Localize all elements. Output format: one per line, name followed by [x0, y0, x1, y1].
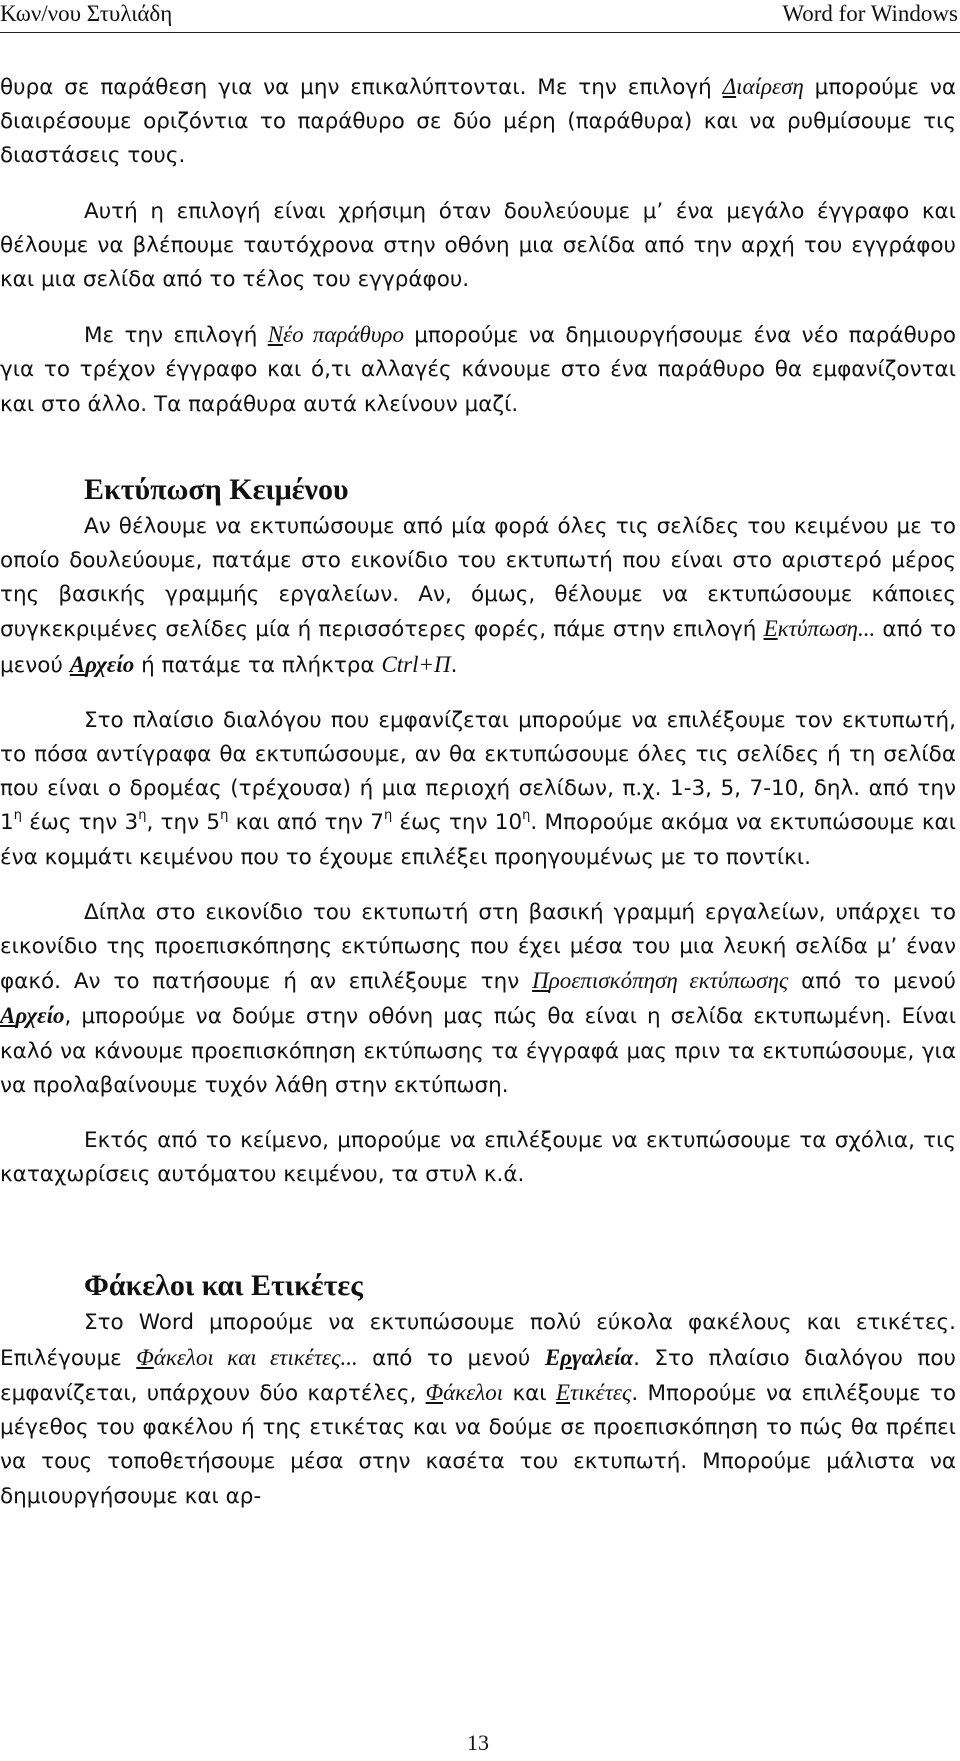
text-run: έως την 10	[392, 810, 523, 836]
paragraph	[0, 896, 956, 1103]
text-run: . Μπορούμε να επιλέξουμε το μέγεθος του φακέλου ή της ετικέτας και να δούμε σε προεπισκόπηση το πώς θα πρέπει να τους τοποθετήσουμε μέσα στην κασέτα του εκτυπωτή. Μπορούμε μάλιστα να δημιουργήσουμε και αρ-	[0, 1380, 956, 1509]
text-run: μπορούμε να διαιρέσουμε οριζόντια το παράθυρο σε δύο μέρη (παράθυρα) και να ρυθμίσουμε τις διαστάσεις τους.	[0, 75, 957, 169]
text-run: Δίπλα στο εικονίδιο του εκτυπωτή στη βασική γραμμή εργαλείων, υπάρχει το εικονίδιο της προεπισκόπησης εκτύπωσης που έχει μέσα του μια λευκή σελίδα μ’ έναν φακό. Αν το πατήσουμε ή αν επιλέξουμε την	[0, 899, 956, 995]
hotkey-letter: Φ	[136, 1344, 154, 1370]
header-author: Κων/νου Στυλιάδη	[0, 1, 173, 26]
text-run: .	[450, 652, 458, 678]
superscript: η	[138, 808, 147, 824]
menu-label: ρχείο	[85, 651, 135, 677]
paragraph	[0, 318, 956, 422]
paragraph	[0, 1306, 956, 1513]
menu-option-fakeloi-etiketes	[136, 1345, 357, 1370]
text-run: από το μενού	[357, 1345, 545, 1371]
option-label: κτύπωση...	[777, 616, 876, 642]
menu-option-neo-parathyro	[268, 322, 404, 347]
page-number: 13	[467, 1730, 489, 1755]
section-heading-envelopes-labels: Φάκελοι και Ετικέτες	[84, 1269, 363, 1303]
option-label: ροεπισκόπηση εκτύπωσης	[548, 968, 789, 994]
page-header	[0, 0, 960, 33]
text-run: έως την 3	[21, 810, 139, 836]
header-title: Word for Windows	[782, 1, 958, 26]
text-run: ή πατάμε τα πλήκτρα	[134, 652, 382, 678]
hotkey-letter: Α	[0, 1003, 16, 1029]
tab-name-fakeloi	[426, 1380, 504, 1405]
option-label: έο παράθυρο	[283, 322, 404, 348]
hotkey-letter: ρ	[560, 1344, 573, 1370]
text-run: Αν θέλουμε να εκτυπώσουμε από μία φορά όλες τις σελίδες του κειμένου με το οποίο δουλεύουμε, πατάμε στο εικονίδιο του εκτυπωτή που είναι στο αριστερό μέρος της βασικής γραμμής εργαλείων. Αν, όμως, θέλουμε να εκτυπώσουμε κάποιες συγκεκριμένες σελίδες μία ή περισσότερες φορές, πάμε στην επιλογή	[0, 513, 956, 643]
tab-label: τικέτες	[569, 1379, 632, 1405]
menu-label: ρχείο	[15, 1003, 65, 1029]
keyboard-shortcut: Ctrl+Π	[381, 651, 451, 677]
superscript: η	[220, 808, 229, 824]
paragraph: Αυτή η επιλογή είναι χρήσιμη όταν δουλεύουμε μ’ ένα μεγάλο έγγραφο και θέλουμε να βλέπουμε ταυτόχρονα στην οθόνη μια σελίδα από την αρχή του εγγράφου και μια σελίδα από το τέλος του εγγράφου.	[0, 198, 956, 293]
menu-label: Ε	[544, 1344, 561, 1370]
menu-option-proepiskopisi	[532, 968, 788, 993]
text-run: θυρα σε παράθεση για να μην επικαλύπτονται. Με την επιλογή	[0, 75, 723, 100]
hotkey-letter: Ε	[555, 1379, 570, 1405]
menu-option-ektyposi	[764, 616, 876, 641]
text-run: Στο Word μπορούμε να εκτυπώσουμε πολύ εύκολα φακέλους και ετικέτες. Επιλέγουμε	[0, 1310, 956, 1371]
superscript: η	[522, 808, 531, 824]
menu-name-ergaleia	[545, 1345, 633, 1370]
hotkey-letter: Ν	[267, 322, 284, 348]
text-run: και από την 7	[228, 810, 384, 836]
text-run: από το μενού	[788, 969, 957, 995]
tab-label: άκελοι	[443, 1379, 504, 1405]
paragraph: Εκτός από το κείμενο, μπορούμε να επιλέξουμε να εκτυπώσουμε τα σχόλια, τις καταχωρίσεις αυτόματου κειμένου, τα στυλ κ.ά.	[0, 1128, 956, 1188]
hotkey-letter: Δ	[722, 74, 737, 99]
option-label: ιαίρεση	[736, 74, 804, 99]
menu-name-arxeio	[0, 1003, 65, 1028]
paragraph	[0, 510, 956, 683]
text-run: μπορούμε να δημιουργήσουμε ένα νέο παράθυρο για το τρέχον έγγραφο και ό,τι αλλαγές κάνουμε στο ένα παράθυρο θα εμφανίζονται και στο άλλο. Τα παράθυρα αυτά κλείνουν μαζί.	[0, 323, 957, 417]
text-run: , μπορούμε να δούμε στην οθόνη μας πώς θα είναι η σελίδα εκτυπωμένη. Είναι καλό να κάνουμε προεπισκόπηση εκτύπωσης τα έγγραφά μας πριν τα εκτυπώσουμε, για να προλαβαίνουμε τυχόν λάθη στην εκτύπωση.	[0, 1004, 956, 1098]
option-label: άκελοι και ετικέτες...	[153, 1344, 358, 1370]
menu-label: γαλεία	[572, 1344, 634, 1370]
text-run: , την 5	[146, 810, 221, 836]
hotkey-letter: Α	[69, 651, 86, 677]
text-run: . Μπορούμε ακόμα να εκτυπώσουμε και ένα κομμάτι κειμένου που το έχουμε επιλέξει προηγουμένως με το ποντίκι.	[0, 810, 956, 870]
text-run: . Στο πλαίσιο διαλόγου που εμφανίζεται, υπάρχουν δύο καρτέλες,	[0, 1345, 956, 1406]
text-run: Στο πλαίσιο διαλόγου που εμφανίζεται μπορούμε να επιλέξουμε τον εκτυπωτή, το πόσα αντίγραφα θα εκτυπώσουμε, αν θα εκτυπώσουμε όλες τις σελίδες ή τη σελίδα που είναι ο δρομέας (τρέχουσα) ή μια περιοχή σελίδων, π.χ. 1-3, 5, 7-10, δηλ. από την 1	[0, 707, 956, 836]
section-heading-printing: Εκτύπωση Κειμένου	[84, 472, 349, 506]
superscript: η	[383, 808, 393, 824]
paragraph-continuation	[0, 70, 956, 174]
superscript: η	[13, 808, 22, 824]
text-run: από το μενού	[0, 617, 956, 678]
paragraph	[0, 704, 956, 875]
hotkey-letter: Φ	[425, 1379, 444, 1405]
menu-option-diairesi	[723, 74, 804, 99]
document-body	[0, 70, 956, 1514]
text-run: Με την επιλογή	[84, 323, 268, 349]
text-run: και	[503, 1380, 556, 1406]
hotkey-letter: Ε	[763, 616, 778, 642]
hotkey-letter: Π	[532, 968, 549, 994]
menu-name-arxeio	[70, 652, 135, 677]
tab-name-etiketes	[556, 1380, 631, 1405]
